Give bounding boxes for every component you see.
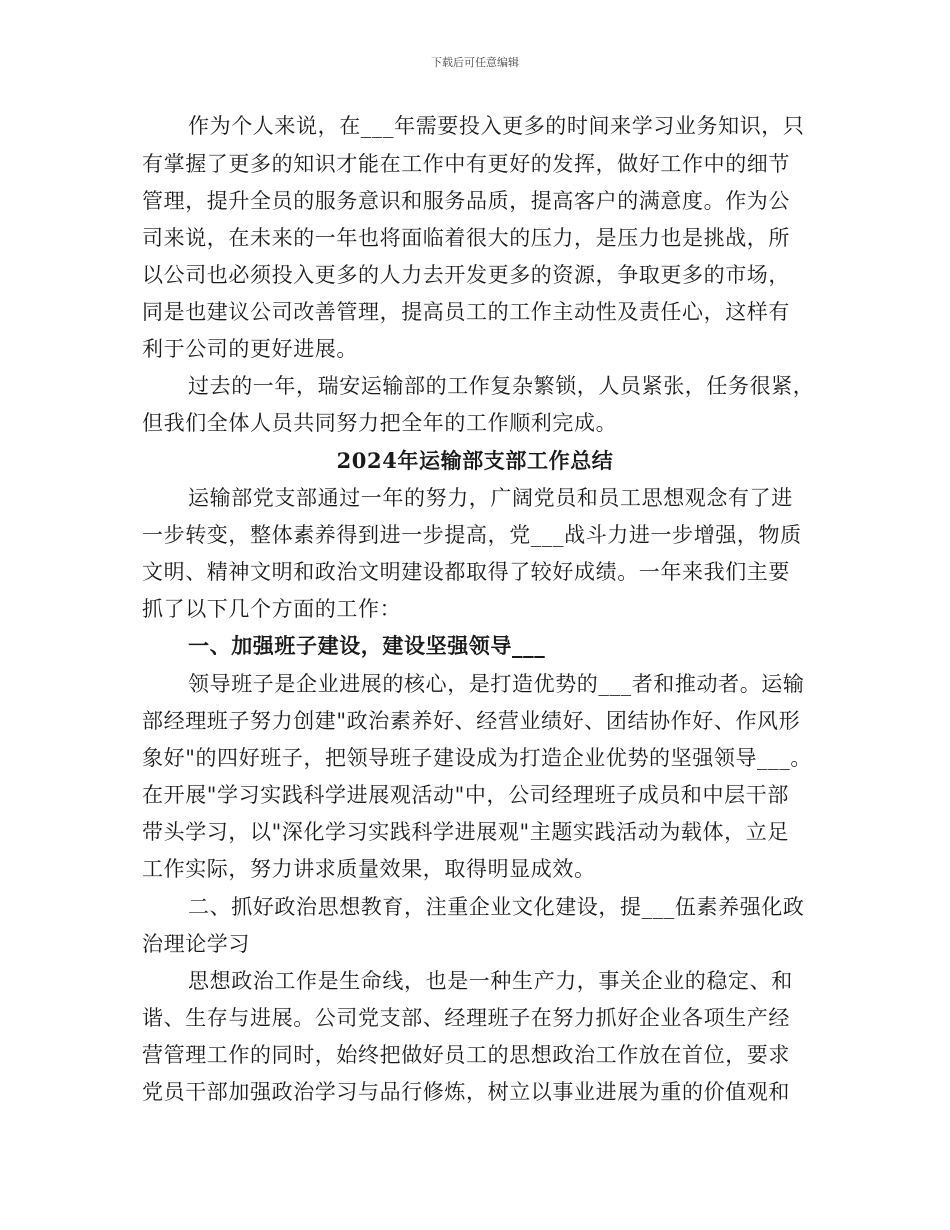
- body-line: 二、抓好政治思想教育，注重企业文化建设，提___伍素养强化政: [188, 895, 805, 919]
- page-header-note: 下载后可任意编辑: [431, 56, 519, 69]
- body-line: 思想政治工作是生命线，也是一种生产力，事关企业的稳定、和: [188, 969, 793, 993]
- body-line: 部经理班子努力创建"政治素养好、经营业绩好、团结协作好、作风形: [142, 709, 801, 733]
- body-line: 利于公司的更好进展。: [142, 337, 358, 361]
- body-line: 同是也建议公司改善管理，提高员工的工作主动性及责任心，这样有: [142, 300, 790, 324]
- body-line: 谐、生存与进展。公司党支部、经理班子在努力抓好企业各项生产经: [142, 1006, 790, 1030]
- body-line: 一步转变，整体素养得到进一步提高，党___战斗力进一步增强，物质: [142, 523, 802, 547]
- body-line: 领导班子是企业进展的核心，是打造优势的___者和推动者。运输: [188, 672, 805, 696]
- body-line: 文明、精神文明和政治文明建设都取得了较好成绩。一年来我们主要: [142, 560, 790, 584]
- body-line: 治理论学习: [142, 932, 250, 956]
- body-line: 营管理工作的同时，始终把做好员工的思想政治工作放在首位，要求: [142, 1043, 790, 1067]
- body-line: 以公司也必须投入更多的人力去开发更多的资源，争取更多的市场，: [142, 263, 790, 287]
- body-line: 过去的一年，瑞安运输部的工作复杂繁锁，人员紧张，任务很紧，: [188, 374, 815, 398]
- body-line: 管理，提升全员的服务意识和服务品质，提高客户的满意度。作为公: [142, 189, 790, 213]
- body-line: 工作实际，努力讲求质量效果，取得明显成效。: [142, 857, 596, 881]
- subheading: 一、加强班子建设，建设坚强领导___: [188, 633, 546, 658]
- body-line: 作为个人来说，在___年需要投入更多的时间来学习业务知识，只: [188, 114, 805, 138]
- body-line: 抓了以下几个方面的工作：: [142, 597, 402, 621]
- body-line: 运输部党支部通过一年的努力，广阔党员和员工思想观念有了进: [188, 486, 793, 510]
- body-line: 有掌握了更多的知识才能在工作中有更好的发挥，做好工作中的细节: [142, 152, 790, 176]
- body-line: 在开展"学习实践科学进展观活动"中，公司经理班子成员和中层干部: [142, 783, 789, 807]
- body-line: 但我们全体人员共同努力把全年的工作顺利完成。: [142, 411, 618, 435]
- body-line: 象好"的四好班子，把领导班子建设成为打造企业优势的坚强领导___。: [142, 746, 812, 770]
- body-line: 党员干部加强政治学习与品行修炼，树立以事业进展为重的价值观和: [142, 1080, 790, 1104]
- section-title: 2024年运输部支部工作总结: [336, 448, 614, 473]
- body-line: 带头学习，以"深化学习实践科学进展观"主题实践活动为载体，立足: [142, 820, 789, 844]
- body-line: 司来说，在未来的一年也将面临着很大的压力，是压力也是挑战，所: [142, 226, 790, 250]
